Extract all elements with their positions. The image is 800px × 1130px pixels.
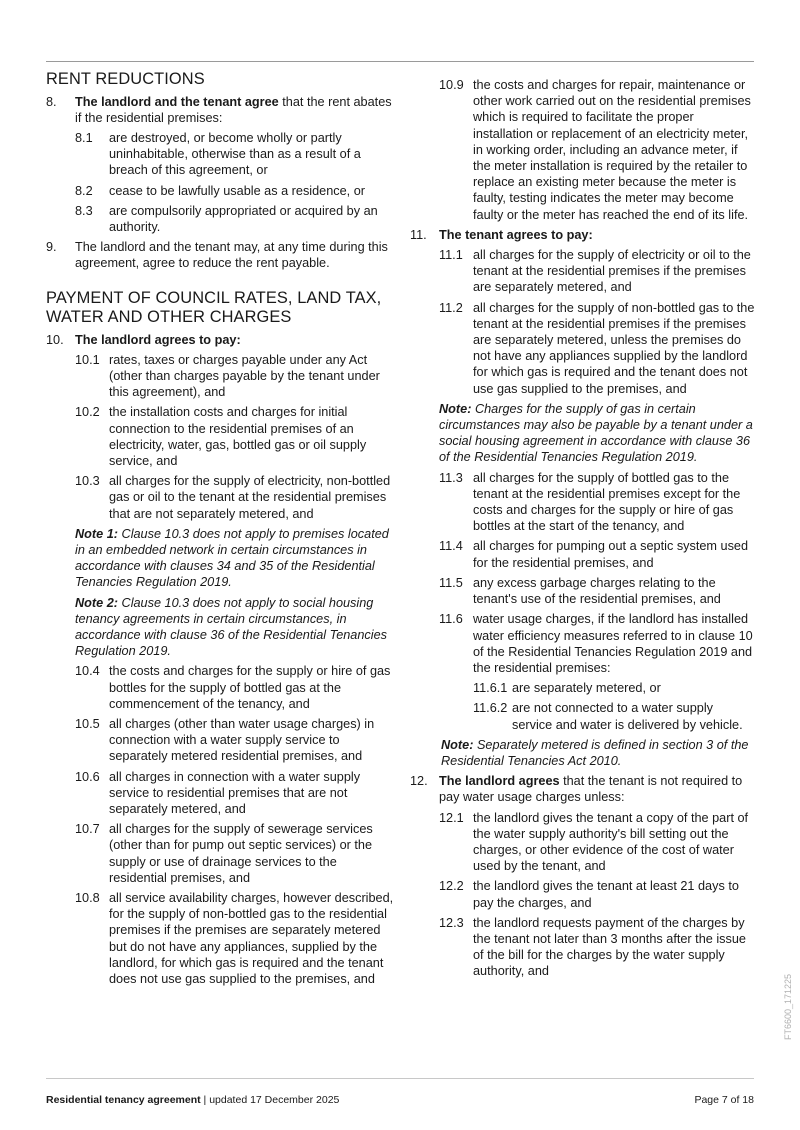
clause-number: 10.4 [75,664,100,679]
clause-number: 11.3 [439,470,463,485]
clause-lead: The landlord and the tenant agree [75,94,279,109]
right-column [410,77,756,984]
clause-number: 10. [46,332,64,347]
clause-text: are destroyed, or become wholly or partly uninhabitable, otherwise than as a result of a breach of this agreement, or [109,130,361,178]
clause-11-6-1 [473,680,756,696]
clause-text: are not connected to a water supply service and water is delivered by vehicle. [512,701,743,732]
clause-number: 11.2 [439,300,463,315]
clause-8-3 [75,203,396,235]
top-rule [46,61,754,62]
section-heading-council-rates: PAYMENT OF COUNCIL RATES, LAND TAX, WATER AND OTHER CHARGES [46,288,382,327]
clause-text: any excess garbage charges relating to the tenant's use of the residential premises, and [473,575,721,607]
clause-11-2 [439,300,756,397]
clause-10-8 [75,890,396,987]
clause-number: 8. [46,94,57,109]
clause-10-6 [75,769,396,818]
footer-document-info [46,1094,339,1107]
clause-text: are separately metered, or [512,681,661,696]
clause-11 [410,227,756,243]
clause-12-3 [439,915,756,980]
clause-number: 10.5 [75,717,100,731]
clause-number: 10.2 [75,405,100,420]
clause-text: all charges for the supply of electricity, non-bottled gas or oil to the tenant at the residential premises that are not separately metered, and [109,474,391,521]
clause-text: all charges for the supply of bottled gas to the tenant at the residential premises except for the costs and charges for the supply or hire of gas bottles at the start of the tenancy, and [473,470,741,534]
clause-text: are compulsorily appropriated or acquired by an authority. [109,203,378,234]
clause-11-4 [439,538,756,570]
clause-number: 8.2 [75,183,93,198]
clause-number: 12.2 [439,879,464,894]
clause-number: 11. [410,227,427,242]
note-separately-metered [441,737,756,769]
note-label: Note 2: [75,595,118,610]
clause-text: all charges in connection with a water supply service to residential premises that are not separately metered, and [109,769,361,817]
clause-text: the costs and charges for the supply or hire of gas bottles for the supply of bottled gas at the commencement of the tenancy, and [109,664,391,711]
clause-10 [46,332,396,348]
clause-text: all charges for the supply of electricity or oil to the tenant at the residential premises if the premises are separately metered, and [473,248,751,295]
clause-12-1 [439,810,756,875]
clause-11-3 [439,470,756,535]
clause-text: all charges (other than water usage charges) in connection with a water supply service to separately metered residential premises, and [109,717,375,764]
clause-11-5 [439,575,756,607]
clause-number: 11.6.2 [473,701,508,716]
note-text: Separately metered is defined in section 3 of the Residential Tenancies Act 2010. [441,737,749,768]
clause-8 [46,94,396,126]
clause-11-6-2 [473,700,756,732]
note-label: Note: [439,401,472,416]
clause-number: 8.3 [75,203,93,218]
note-gas [439,401,756,466]
form-code: FT6600_171225 [783,973,793,1040]
clause-number: 8.1 [75,130,93,145]
clause-text: all service availability charges, however described, for the supply of non-bottled gas to the residential premises if the premises are separately metered but do not have any appliances, supplied by the landlord, for which gas is required and the tenant does not use gas supplied to the premises, and [109,891,394,987]
note-label: Note 1: [75,526,118,541]
note-2 [75,595,396,660]
clause-10-4 [75,663,396,712]
clause-number: 11.5 [439,575,463,590]
clause-number: 10.1 [75,352,100,367]
clause-8-2 [75,183,396,199]
clause-11-6 [439,611,756,676]
clause-text: all charges for the supply of non-bottled gas to the tenant at the residential premises if the premises are separately metered, unless the premises do not have any appliances supplied by the landlord for which gas is required and the tenant does not use gas supplied to the premises, and [473,300,755,396]
note-1 [75,526,396,591]
clause-10-9 [439,77,756,223]
clause-number: 11.6 [439,612,463,627]
clause-text: rates, taxes or charges payable under any Act (other than charges payable by the tenant under this agreement), and [109,352,380,400]
clause-10-3 [75,473,396,522]
clause-9 [46,239,396,271]
note-text: Clause 10.3 does not apply to premises located in an embedded network in certain circumstances in accordance with clauses 34 and 35 of the Residential Tenancies Regulation 2019. [75,526,389,590]
clause-number: 11.1 [439,248,463,263]
clause-10-2 [75,404,396,469]
footer-updated: | updated 17 December 2025 [200,1094,340,1106]
footer-page-number: Page 7 of 18 [694,1094,754,1106]
clause-lead: The landlord agrees to pay: [75,332,241,347]
clause-text: all charges for pumping out a septic system used for the residential premises, and [473,539,749,570]
note-text: Clause 10.3 does not apply to social housing tenancy agreements in certain circumstances, in accordance with clause 36 of the Residential Tenancies Regulation 2019. [75,595,387,659]
clause-text: the installation costs and charges for initial connection to the residential premises of an electricity, water, gas, bottled gas or oil supply service, and [109,405,367,468]
clause-10-1 [75,352,396,401]
clause-number: 12.3 [439,915,464,930]
clause-text: the landlord requests payment of the charges by the tenant not later than 3 months after the issue of the bill for the charges by the water supply authority, and [473,915,746,979]
clause-number: 12. [410,774,428,789]
clause-text: that the tenant is not required to pay water usage charges unless: [439,774,743,805]
clause-number: 12.1 [439,810,464,825]
clause-number: 10.3 [75,474,100,489]
note-text: Charges for the supply of gas in certain circumstances may also be payable by a tenant under a social housing agreement in accordance with clause 36 of the Residential Tenancies Regulation 2019. [439,401,753,465]
clause-lead: The tenant agrees to pay: [439,227,593,242]
clause-number: 10.6 [75,769,100,784]
clause-10-5 [75,716,396,765]
clause-number: 10.8 [75,891,100,906]
clause-number: 9. [46,240,57,255]
clause-text: the landlord gives the tenant at least 21 days to pay the charges, and [473,879,739,910]
footer-rule [46,1078,754,1079]
clause-lead: The landlord agrees [439,774,560,789]
clause-number: 10.7 [75,822,100,837]
clause-11-1 [439,247,756,296]
clause-number: 10.9 [439,78,464,92]
clause-text: The landlord and the tenant may, at any time during this agreement, agree to reduce the rent payable. [75,240,388,271]
footer-doc-title: Residential tenancy agreement [46,1094,201,1106]
clause-text: cease to be lawfully usable as a residence, or [109,183,366,198]
clause-10-7 [75,821,396,886]
clause-text: all charges for the supply of sewerage services (other than for pump out septic services) or the supply or use of drainage services to the residential premises, and [109,822,373,885]
clause-text: that the rent abates if the residential premises: [75,94,392,125]
left-column [46,70,396,991]
clause-text: the costs and charges for repair, maintenance or other work carried out on the residential premises which is required to facilitate the proper installation or replacement of an electricity meter, in working order, including an advance meter, if the meter installation is required by the retailer to replace an existing meter because the meter is faulty, testing indicates the meter may become faulty or the meter has reached the end of its life. [473,78,751,222]
clause-number: 11.4 [439,539,463,554]
clause-number: 11.6.1 [473,681,508,696]
clause-text: the landlord gives the tenant a copy of the part of the water supply authority's bill setting out the charges, or other evidence of the cost of water used by the tenant, and [473,810,749,874]
section-heading-rent-reductions: RENT REDUCTIONS [46,70,205,88]
clause-text: water usage charges, if the landlord has installed water efficiency measures referred to in clause 10 of the Residential Tenancies Regulation 2019 and the residential premises: [473,612,753,675]
clause-8-1 [75,130,396,179]
note-label: Note: [441,737,474,752]
clause-12-2 [439,878,756,910]
clause-12 [410,773,756,805]
